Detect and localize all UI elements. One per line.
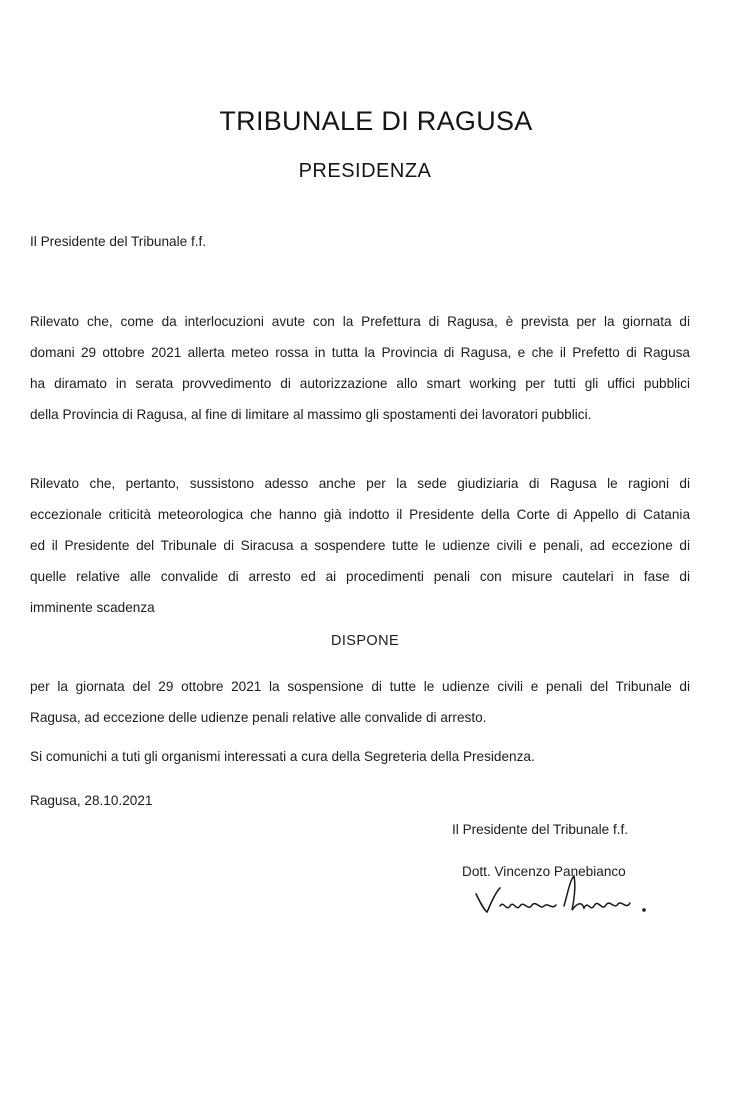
office-subtitle: PRESIDENZA xyxy=(298,160,432,182)
dispone-heading: DISPONE xyxy=(330,633,400,649)
place-date: Ragusa, 28.10.2021 xyxy=(30,793,153,808)
signatory-name: Dott. Vincenzo Panebianco xyxy=(462,864,626,879)
signatory-role: Il Presidente del Tribunale f.f. xyxy=(452,822,629,837)
handwritten-signature xyxy=(470,872,690,922)
court-title: TRIBUNALE DI RAGUSA xyxy=(219,106,533,136)
paragraph-2-line: eccezionale criticità meteorologica che hanno già indotto il Presidente della Corte di Appello di Catania xyxy=(30,507,690,522)
paragraph-2-line: ed il Presidente del Tribunale di Siracusa a sospendere tutte le udienze civili e penali, ad eccezione di xyxy=(30,538,690,553)
paragraph-2-line: quelle relative alle convalide di arresto ed ai procedimenti penali con misure cautelari in fase di xyxy=(30,569,690,584)
paragraph-1-line: della Provincia di Ragusa, al fine di limitare al massimo gli spostamenti dei lavoratori pubblici. xyxy=(30,407,592,422)
paragraph-3-line: Ragusa, ad eccezione delle udienze penali relative alle convalide di arresto. xyxy=(30,710,487,725)
paragraph-1-line: ha diramato in serata provvedimento di autorizzazione allo smart working per tutti gli uffici pubblici xyxy=(30,376,690,391)
paragraph-1 xyxy=(30,306,690,430)
paragraph-2-line: Rilevato che, pertanto, sussistono adesso anche per la sede giudiziaria di Ragusa le ragioni di xyxy=(30,476,690,491)
issuer-line: Il Presidente del Tribunale f.f. xyxy=(30,234,207,249)
communication-line: Si comunichi a tuti gli organismi interessati a cura della Segreteria della Presidenza. xyxy=(30,749,535,764)
paragraph-2 xyxy=(30,468,690,623)
paragraph-3 xyxy=(30,671,690,733)
paragraph-1-line: Rilevato che, come da interlocuzioni avute con la Prefettura di Ragusa, è prevista per la giornata di xyxy=(30,314,690,329)
paragraph-2-line: imminente scadenza xyxy=(30,600,155,615)
paragraph-1-line: domani 29 ottobre 2021 allerta meteo rossa in tutta la Provincia di Ragusa, e che il Prefetto di Ragusa xyxy=(30,345,690,360)
paragraph-3-line: per la giornata del 29 ottobre 2021 la sospensione di tutte le udienze civili e penali del Tribunale di xyxy=(30,679,690,694)
